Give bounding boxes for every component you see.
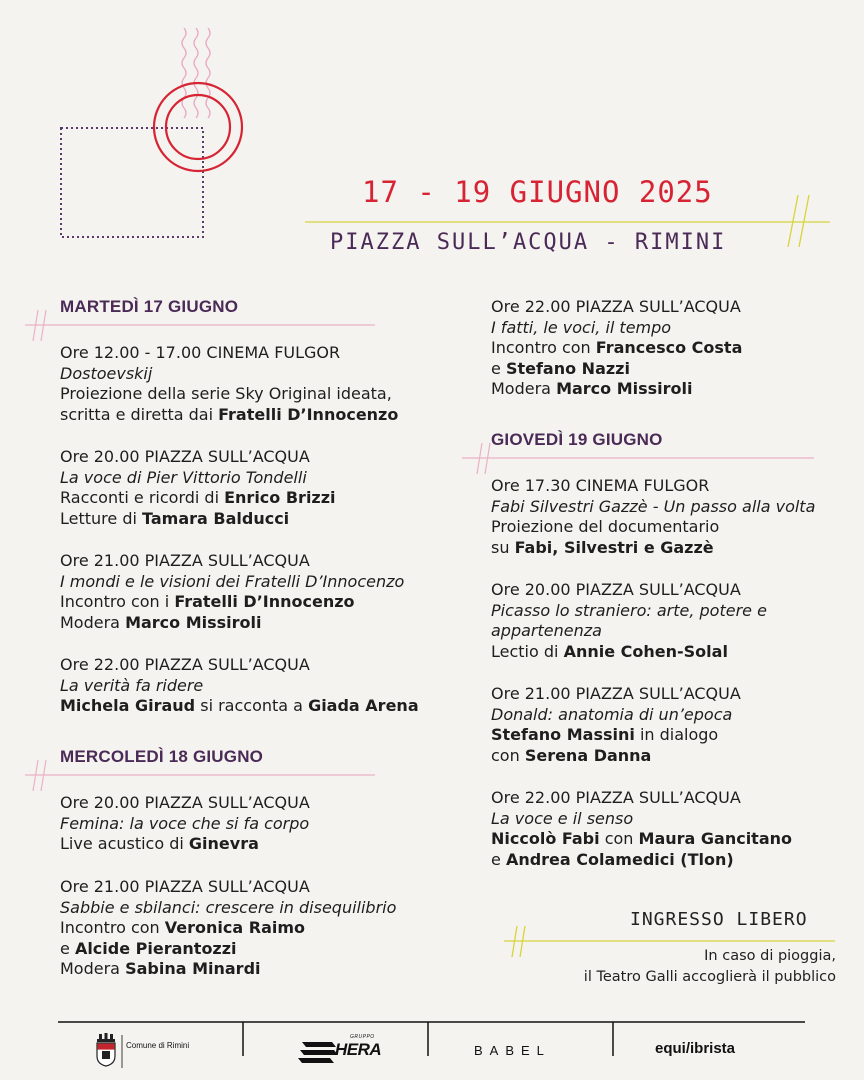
event-time: Ore 20.00 PIAZZA SULL’ACQUA	[491, 580, 741, 599]
event-time: Ore 12.00 - 17.00 CINEMA FULGOR	[60, 343, 341, 362]
event-guest: Andrea Colamedici (Tlon)	[505, 849, 734, 869]
event-moderator: Marco Missiroli	[125, 612, 262, 632]
event-guest: Serena Danna	[524, 745, 652, 765]
event-moderator: Marco Missiroli	[556, 379, 693, 398]
event-title: Femina: la voce che si fa corpo	[60, 813, 310, 833]
event-title: Fabi Silvestri Gazzè - Un passo alla volta	[491, 496, 816, 516]
event-title: La verità fa ridere	[60, 675, 204, 695]
event-guest: Ginevra	[188, 834, 259, 853]
event-giovedi-4: Ore 22.00 PIAZZA SULL’ACQUA La voce e il senso Niccolò Fabi con Maura Gancitano e Andrea Colamedici (Tlon)	[491, 788, 792, 869]
event-title-cont: appartenenza	[491, 621, 602, 640]
event-guest: Niccolò Fabi	[491, 829, 600, 848]
event-title: Picasso lo straniero: arte, potere e	[491, 600, 767, 620]
event-guest: Fratelli D’Innocenzo	[218, 404, 399, 424]
event-guest: Fabi, Silvestri e Gazzè	[514, 537, 714, 557]
event-giovedi-3: Ore 21.00 PIAZZA SULL’ACQUA Donald: anatomia di un’epoca Stefano Massini in dialogo con Serena Danna	[491, 684, 741, 765]
event-time: Ore 17.30 CINEMA FULGOR	[491, 476, 710, 495]
event-moderator: Sabina Minardi	[125, 959, 261, 978]
event-guest: Giada Arena	[308, 696, 419, 715]
day-heading-mercoledi: MERCOLEDÌ 18 GIUGNO	[60, 747, 264, 766]
event-time: Ore 22.00 PIAZZA SULL’ACQUA	[491, 297, 741, 316]
event-time: Ore 21.00 PIAZZA SULL’ACQUA	[491, 684, 741, 703]
event-title: I fatti, le voci, il tempo	[491, 317, 672, 337]
event-guest: Francesco Costa	[595, 338, 743, 357]
event-time: Ore 21.00 PIAZZA SULL’ACQUA	[60, 551, 310, 570]
event-title: La voce di Pier Vittorio Tondelli	[60, 467, 307, 487]
free-entry-label: INGRESSO LIBERO	[630, 909, 808, 930]
event-guest: Annie Cohen-Solal	[563, 641, 728, 661]
event-guest: Fratelli D’Innocenzo	[174, 592, 355, 611]
event-location: PIAZZA SULL’ACQUA - RIMINI	[330, 230, 727, 255]
event-mercoledi-2: Ore 21.00 PIAZZA SULL’ACQUA Sabbie e sbilanci: crescere in disequilibrio Incontro con Veronica Raimo e Alcide Pierantozzi Modera Sabina Minardi	[60, 877, 397, 978]
event-guest: Michela Giraud	[60, 696, 196, 715]
event-mercoledi-1: Ore 20.00 PIAZZA SULL’ACQUA Femina: la voce che si fa corpo Live acustico di Ginevra	[60, 793, 310, 853]
event-martedi-3: Ore 21.00 PIAZZA SULL’ACQUA I mondi e le visioni dei Fratelli D’Innocenzo Incontro con i Fratelli D’Innocenzo Modera Marco Missiroli	[60, 551, 405, 632]
decorative-graphic	[0, 0, 260, 250]
event-time: Ore 22.00 PIAZZA SULL’ACQUA	[491, 788, 741, 807]
event-title: I mondi e le visioni dei Fratelli D’Innocenzo	[60, 571, 405, 591]
event-title: La voce e il senso	[491, 808, 634, 828]
event-title: Sabbie e sbilanci: crescere in disequilibrio	[60, 897, 397, 917]
event-martedi-4: Ore 22.00 PIAZZA SULL’ACQUA La verità fa ridere Michela Giraud si racconta a Giada Arena	[60, 655, 419, 715]
logo-hera: HERA	[335, 1040, 382, 1059]
event-giovedi-2: Ore 20.00 PIAZZA SULL’ACQUA Picasso lo straniero: arte, potere e appartenenza Lectio di Annie Cohen-Solal	[491, 580, 767, 661]
event-title: Dostoevskij	[60, 363, 153, 383]
event-guest: Veronica Raimo	[164, 918, 306, 937]
logo-hera-group: GRUPPO	[350, 1034, 375, 1040]
event-time: Ore 20.00 PIAZZA SULL’ACQUA	[60, 447, 310, 466]
event-mercoledi-3: Ore 22.00 PIAZZA SULL’ACQUA I fatti, le voci, il tempo Incontro con Francesco Costa e Stefano Nazzi Modera Marco Missiroli	[491, 297, 743, 398]
logo-babel: BABEL	[474, 1043, 551, 1058]
event-guest: Tamara Balducci	[142, 508, 290, 528]
event-time: Ore 20.00 PIAZZA SULL’ACQUA	[60, 793, 310, 812]
event-guest: Alcide Pierantozzi	[74, 938, 237, 958]
event-guest: Maura Gancitano	[638, 829, 792, 848]
event-martedi-2: Ore 20.00 PIAZZA SULL’ACQUA La voce di Pier Vittorio Tondelli Racconti e ricordi di Enrico Brizzi Letture di Tamara Balducci	[60, 447, 336, 528]
event-description: Proiezione del documentario	[491, 517, 720, 536]
event-giovedi-1: Ore 17.30 CINEMA FULGOR Fabi Silvestri Gazzè - Un passo alla volta Proiezione del documentario su Fabi, Silvestri e Gazzè	[491, 476, 816, 557]
logo-comune-rimini: Comune di Rimini	[126, 1041, 190, 1050]
day-heading-martedi: MARTEDÌ 17 GIUGNO	[60, 297, 239, 316]
event-martedi-1: Ore 12.00 - 17.00 CINEMA FULGOR Dostoevskij Proiezione della serie Sky Original ideata, scritta e diretta dai Fratelli D’Innocenzo	[60, 343, 399, 424]
event-guest: Stefano Massini	[491, 725, 635, 744]
hera-stripes-icon	[298, 1038, 340, 1068]
day-heading-giovedi: GIOVEDÌ 19 GIUGNO	[491, 430, 663, 449]
event-description: Proiezione della serie Sky Original ideata,	[60, 384, 392, 403]
event-time: Ore 21.00 PIAZZA SULL’ACQUA	[60, 877, 310, 896]
logo-equilibrista: equi/ibrista	[655, 1040, 736, 1057]
event-guest: Enrico Brizzi	[224, 488, 336, 507]
event-guest: Stefano Nazzi	[505, 358, 630, 378]
event-time: Ore 22.00 PIAZZA SULL’ACQUA	[60, 655, 310, 674]
rimini-crest-icon	[94, 1032, 118, 1068]
event-dates: 17 - 19 GIUGNO 2025	[362, 175, 713, 209]
event-title: Donald: anatomia di un’epoca	[491, 704, 733, 724]
rain-notice: In caso di pioggia, il Teatro Galli accoglierà il pubblico	[583, 948, 836, 985]
